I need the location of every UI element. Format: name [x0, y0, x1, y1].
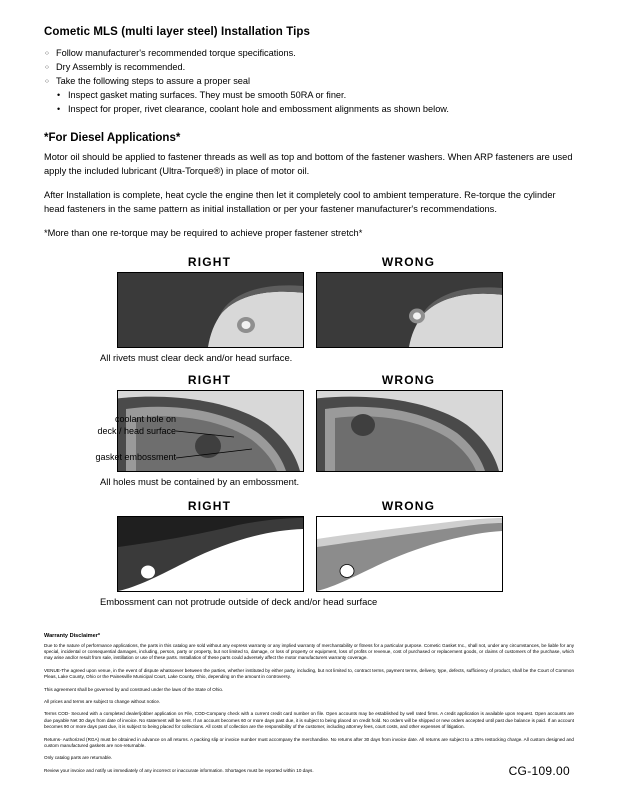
- figure-image-protrusion-wrong: [316, 516, 503, 592]
- figure-caption-protrusion: Embossment can not protrude outside of deck and/or head surface: [100, 595, 378, 607]
- figure-caption-rivets: All rivets must clear deck and/or head surface.: [100, 351, 293, 363]
- list-item: • Inspect gasket mating surfaces. They must be smooth 50RA or finer.: [56, 88, 574, 102]
- warranty-paragraph: VENUE-The agreed upon venue, in the event of dispute whatsoever between the parties, whether instituted by either party, including, but not limited to, contract terms, payment terms, delivery, type, defects, sufficiency of product, shall be the Court of Common Pleas, Lake County, Ohio or the Painesville Municipal Court, Lake County, Ohio, depending on the amount in controversy.: [44, 667, 574, 680]
- warranty-heading: Warranty Disclaimer*: [44, 632, 101, 639]
- list-item: ○ Take the following steps to assure a proper seal: [44, 74, 574, 88]
- warranty-paragraph: Terms COD- Secured with a completed dealer/jobber application on File, COD-Company check with a current credit card number on file. Open accounts may be established by well rated firms. A credit application is available upon request. Open accounts are due payable Net 30 days from date of invoice. No statement will be sent. If an account becomes 60 or more days past due, it is subject to being placed on credit hold. No orders will be shipped or new orders accepted until past due balance is paid. If an account becomes 90 or more days past due, it is subject to being placed for collections. All costs of collection are the responsibility of the customer, including attorney fees, court costs, and other expenses of litigation.: [44, 711, 574, 730]
- figure-group-protrusion: [44, 499, 574, 607]
- figure-label-right: RIGHT: [187, 254, 232, 269]
- figure-row: [44, 499, 574, 592]
- page-title: Cometic MLS (multi layer steel) Installation Tips: [44, 26, 311, 38]
- figure-right-column: [117, 499, 302, 592]
- figure-label-right: RIGHT: [187, 498, 232, 513]
- figure-group-rivets: [44, 255, 574, 363]
- warranty-paragraph: Due to the nature of performance applications, the parts in this catalog are sold without any express warranty or any implied warranty of merchantability or fitness for a particular purpose. Cometic Gasket Inc., shall not, under any circumstances, be liable for any special, incidental or consequential damages, including, person, party or property, but not limited to, damage, or loss of property or equipment, loss of profits or revenue, cost of purchased or replacement goods, or claims of customers of the purchase, which may arise and/or result from sale, instillation or use of these parts. Installation of these parts could adversely affect the motor manufacturers warranty coverage.: [44, 642, 574, 661]
- warranty-paragraph: Only catalog parts are returnable.: [44, 755, 113, 761]
- warranty-section: [44, 633, 574, 775]
- figure-group-holes: [44, 373, 574, 487]
- warranty-paragraph: Returns- Authorized (RGA) must be obtained in advance on all returns. A packing slip or invoice number must accompany the merchandise. No returns after 30 days from invoice date. All returns are subject to a 25% restocking charge. All custom designed and custom manufactured gaskets are non-returnable.: [44, 736, 574, 748]
- list-item: ○ Follow manufacturer's recommended torque specifications.: [44, 46, 574, 60]
- figure-label-wrong: WRONG: [381, 498, 436, 513]
- callout-leader-lines: [176, 393, 476, 503]
- callout-coolant-hole-line2: deck / head surface: [97, 425, 176, 436]
- figure-image-rivet-right: [117, 272, 304, 348]
- figure-image-protrusion-right: [117, 516, 304, 592]
- warranty-paragraph: All prices and terms are subject to change without notice.: [44, 698, 161, 704]
- document-number: CG-109.00: [508, 764, 570, 778]
- figure-image-rivet-wrong: [316, 272, 503, 348]
- figure-wrong-column: [316, 255, 501, 348]
- list-item: ○ Dry Assembly is recommended.: [44, 60, 574, 74]
- installation-tips-list: [44, 46, 574, 88]
- figure-wrong-column: [316, 499, 501, 592]
- figure-label-wrong: WRONG: [381, 372, 436, 387]
- callout-gasket-embossment: gasket embossment: [95, 451, 176, 462]
- list-item: • Inspect for proper, rivet clearance, coolant hole and embossment alignments as shown below.: [56, 102, 574, 116]
- diesel-paragraph-1: Motor oil should be applied to fastener threads as well as top and bottom of the fastener washers. When ARP fasteners are used apply the included lubricant (Ultra-Torque®) in place of motor oil.: [44, 152, 573, 176]
- figure-caption-holes: All holes must be contained by an embossment.: [100, 475, 300, 487]
- installation-tips-sublist: [44, 88, 574, 116]
- figure-label-right: RIGHT: [187, 372, 232, 387]
- callout-coolant-hole-line1: coolant hole on: [114, 413, 176, 424]
- diesel-section-heading: *For Diesel Applications*: [44, 132, 181, 144]
- figure-right-column: [117, 255, 302, 348]
- diesel-paragraph-2: After Installation is complete, heat cycle the engine then let it completely cool to ambient temperature. Re-torque the cylinder head fasteners in the same pattern as initial installation or per your fastener manufacturer's recommendations.: [44, 190, 556, 214]
- figure-label-wrong: WRONG: [381, 254, 436, 269]
- diesel-paragraph-3: *More than one re-torque may be required to achieve proper fastener stretch*: [44, 228, 363, 238]
- warranty-paragraph: This agreement shall be governed by and construed under the laws of the State of Ohio.: [44, 686, 224, 692]
- figure-row: [44, 255, 574, 348]
- warranty-paragraph: Review your invoice and notify us immediately of any incorrect or inaccurate information. Shortages must be reported within 10 days.: [44, 767, 314, 773]
